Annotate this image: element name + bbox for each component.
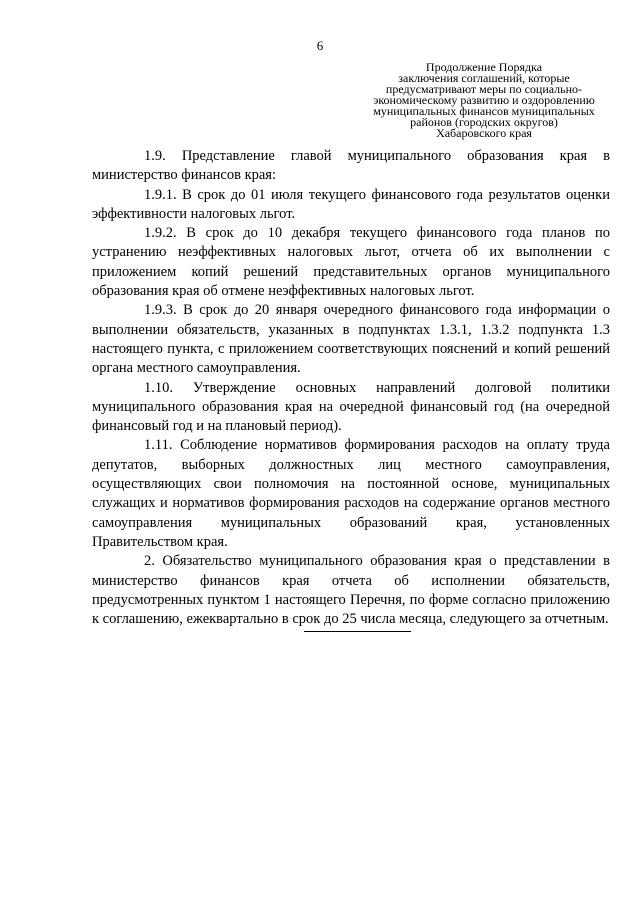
header-line: предусматривают меры по социально-: [385, 82, 583, 96]
paragraph-1-11: 1.11. Соблюдение нормативов формирования расходов на оплату труда депутатов, выборных должностных лиц местного самоуправления, осуществляющих свои полномочия на постоянной основе, муниципальных служащих и нормативов формирования расходов на содержание органов местного самоуправления муниципальных образований края, установленных Правительством края.: [92, 437, 610, 550]
header-line: Хабаровского края: [436, 126, 532, 140]
document-header-reference: [356, 62, 612, 139]
header-line: экономическому развитию и оздоровлению: [373, 93, 595, 107]
paragraph-2: 2. Обязательство муниципального образования края о представлении в министерство финансов края отчета об исполнении обязательств, предусмотренных пунктом 1 настоящего Перечня, по форме согласно приложению к соглашению, ежеквартально в срок до 25 числа месяца, следующего за отчетным.: [92, 553, 610, 628]
document-body: [92, 147, 610, 629]
page-number: 6: [316, 38, 324, 53]
header-line: Продолжение Порядка: [425, 60, 543, 74]
paragraph-1-9-3: 1.9.3. В срок до 20 января очередного финансового года информации о выполнении обязательств, указанных в подпунктах 1.3.1, 1.3.2 подпункта 1.3 настоящего пункта, с приложением соответствующих пояснений и копий решений органа местного самоуправления.: [92, 302, 610, 377]
paragraph-1-10: 1.10. Утверждение основных направлений долговой политики муниципального образования края на очередной финансовый год (на очередной финансовый год и на плановый период).: [92, 379, 610, 435]
paragraph-1-9-2: 1.9.2. В срок до 10 декабря текущего финансового года планов по устранению неэффективных налоговых льгот, отчета об их выполнении с приложением копий решений представительных органов муниципального образования края об отмене неэффективных налоговых льгот.: [92, 225, 610, 300]
end-of-document-rule: [304, 631, 411, 632]
paragraph-1-9-1: 1.9.1. В срок до 01 июля текущего финансового года результатов оценки эффективности налоговых льгот.: [92, 186, 610, 222]
header-line: муниципальных финансов муниципальных: [373, 104, 595, 118]
paragraph-1-9: 1.9. Представление главой муниципального образования края в министерство финансов края:: [92, 148, 610, 184]
header-line: заключения соглашений, которые: [398, 71, 570, 85]
header-line: районов (городских округов): [410, 115, 558, 129]
